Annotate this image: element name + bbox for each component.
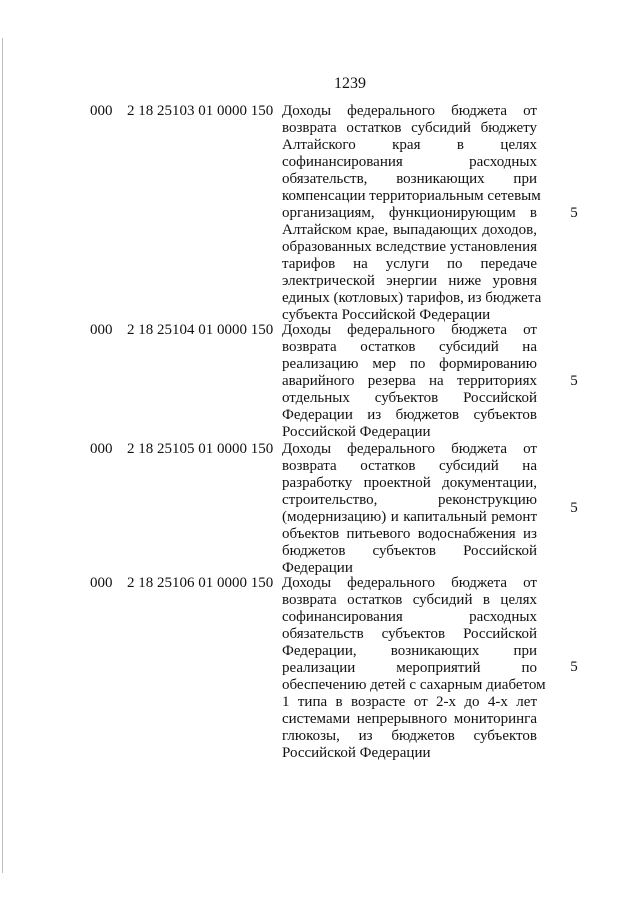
income-description [282, 103, 542, 324]
description-line: возврата остатков субсидий в целях [282, 592, 537, 608]
description-line: Российской Федерации [282, 745, 431, 761]
description-line: строительство, реконструкцию [282, 492, 537, 508]
description-line: аварийного резерва на территориях [282, 373, 537, 389]
description-line: софинансирования расходных [282, 154, 537, 170]
distribution-norm: 5 [570, 373, 578, 389]
description-line: реализации мероприятий по [282, 660, 537, 676]
description-line: Доходы федерального бюджета от [282, 441, 537, 457]
admin-code: 000 [90, 103, 113, 119]
description-line: образованных вследствие установления [282, 239, 537, 255]
description-line: возврата остатков субсидий на [282, 458, 537, 474]
description-line: разработку проектной документации, [282, 475, 537, 491]
description-line: обязательств, возникающих при [282, 171, 537, 187]
distribution-norm: 5 [570, 659, 578, 675]
description-line: системами непрерывного мониторинга [282, 711, 537, 727]
description-line: Российской Федерации [282, 424, 431, 440]
description-line: бюджетов субъектов Российской [282, 543, 537, 559]
description-line: Алтайского края в целях [282, 137, 537, 153]
budget-classification-code: 2 18 25105 01 0000 150 [127, 441, 274, 457]
description-line: возврата остатков субсидий бюджету [282, 120, 537, 136]
description-line: (модернизацию) и капитальный ремонт [282, 509, 537, 525]
description-line: Федерации из бюджетов субъектов [282, 407, 537, 423]
description-line: Алтайском крае, выпадающих доходов, [282, 222, 537, 238]
budget-classification-code: 2 18 25104 01 0000 150 [127, 322, 274, 338]
description-line: компенсации территориальным сетевым [282, 188, 541, 204]
budget-classification-code: 2 18 25106 01 0000 150 [127, 575, 274, 591]
description-line: 1 типа в возрасте от 2-х до 4-х лет [282, 694, 537, 710]
description-line: объектов питьевого водоснабжения из [282, 526, 537, 542]
description-line: софинансирования расходных [282, 609, 537, 625]
income-description [282, 575, 546, 762]
distribution-norm: 5 [570, 500, 578, 516]
description-line: обеспечению детей с сахарным диабетом [282, 677, 546, 693]
description-line: Доходы федерального бюджета от [282, 103, 537, 119]
admin-code: 000 [90, 322, 113, 338]
description-line: Доходы федерального бюджета от [282, 575, 537, 591]
page-number: 1239 [334, 75, 366, 92]
admin-code: 000 [90, 575, 113, 591]
description-line: Федерации [282, 560, 353, 576]
description-line: тарифов на услуги по передаче [282, 256, 537, 272]
description-line: реализацию мер по формированию [282, 356, 537, 372]
distribution-norm: 5 [570, 205, 578, 221]
description-line: отдельных субъектов Российской [282, 390, 537, 406]
income-description [282, 441, 537, 577]
description-line: организациям, функционирующим в [282, 205, 537, 221]
admin-code: 000 [90, 441, 113, 457]
page-edge-line [2, 38, 3, 873]
income-description [282, 322, 537, 441]
description-line: субъекта Российской Федерации [282, 307, 491, 323]
budget-classification-code: 2 18 25103 01 0000 150 [127, 103, 274, 119]
description-line: глюкозы, из бюджетов субъектов [282, 728, 537, 744]
description-line: Федерации, возникающих при [282, 643, 537, 659]
description-line: возврата остатков субсидий на [282, 339, 537, 355]
description-line: Доходы федерального бюджета от [282, 322, 537, 338]
description-line: электрической энергии ниже уровня [282, 273, 537, 289]
description-line: обязательств субъектов Российской [282, 626, 537, 642]
description-line: единых (котловых) тарифов, из бюджета [282, 290, 542, 306]
